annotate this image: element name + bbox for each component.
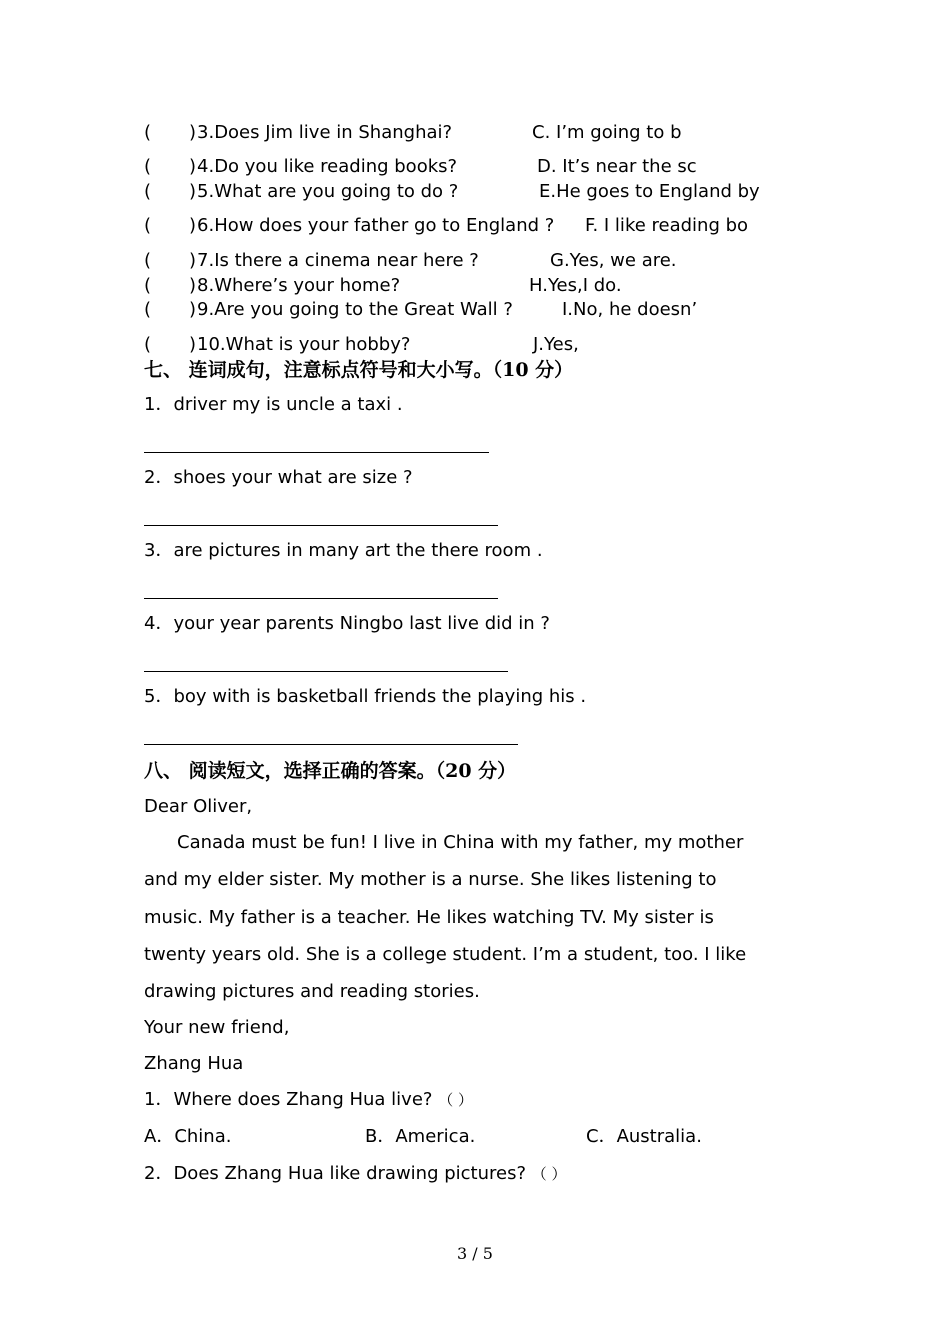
sentence-item: 5．boy with is basketball friends the playing his .: [144, 686, 587, 707]
page-number: 3 / 5: [457, 1244, 493, 1263]
answer-paren-open: (: [144, 250, 152, 271]
matching-question: 5.What are you going to do ?: [197, 181, 459, 202]
letter-body-line: drawing pictures and reading stories.: [144, 981, 480, 1002]
section-8-heading: 八、 阅读短文，选择正确的答案。（20 分）: [144, 760, 517, 782]
answer-paren-close: ): [189, 275, 197, 296]
answer-paren-close: ): [189, 181, 197, 202]
answer-paren-close: ): [189, 250, 197, 271]
letter-signature: Zhang Hua: [144, 1053, 244, 1074]
answer-paren-open: (: [144, 122, 152, 143]
letter-closing: Your new friend,: [144, 1017, 290, 1038]
answer-paren-open: (: [144, 181, 152, 202]
sentence-item: 3．are pictures in many art the there room .: [144, 540, 543, 561]
sentence-item: 4．your year parents Ningbo last live did in ?: [144, 613, 550, 634]
answer-blank-line[interactable]: [144, 671, 508, 672]
letter-greeting: Dear Oliver,: [144, 796, 253, 817]
reading-question: 2．Does Zhang Hua like drawing pictures? （ ）: [144, 1163, 567, 1184]
matching-question: 8.Where’s your home?: [197, 275, 401, 296]
matching-answer: I.No, he doesn’: [562, 299, 698, 320]
answer-paren[interactable]: （ ）: [531, 1165, 567, 1183]
answer-paren-close: ): [189, 156, 197, 177]
section-7-heading: 七、 连词成句，注意标点符号和大小写。（10 分）: [144, 359, 574, 381]
answer-blank-line[interactable]: [144, 525, 498, 526]
matching-question: 4.Do you like reading books?: [197, 156, 458, 177]
letter-body-line: Canada must be fun! I live in China with my father, my mother: [177, 832, 744, 853]
answer-paren-close: ): [189, 215, 197, 236]
answer-paren-close: ): [189, 334, 197, 355]
letter-body-line: music. My father is a teacher. He likes watching TV. My sister is: [144, 907, 714, 928]
answer-blank-line[interactable]: [144, 598, 498, 599]
option-c: C．Australia.: [586, 1126, 702, 1147]
answer-paren-open: (: [144, 156, 152, 177]
matching-answer: H.Yes,I do.: [529, 275, 622, 296]
matching-answer: E.He goes to England by: [539, 181, 760, 202]
letter-body-line: and my elder sister. My mother is a nurse. She likes listening to: [144, 869, 717, 890]
answer-paren-open: (: [144, 215, 152, 236]
matching-question: 9.Are you going to the Great Wall ?: [197, 299, 513, 320]
answer-paren[interactable]: （ ）: [438, 1091, 473, 1109]
option-a: A．China.: [144, 1126, 232, 1147]
matching-answer: J.Yes,: [533, 334, 579, 355]
matching-question: 3.Does Jim live in Shanghai?: [197, 122, 453, 143]
matching-answer: D. It’s near the sc: [537, 156, 697, 177]
answer-paren-close: ): [189, 299, 197, 320]
answer-blank-line[interactable]: [144, 452, 489, 453]
sentence-item: 2．shoes your what are size ?: [144, 467, 413, 488]
answer-paren-close: ): [189, 122, 197, 143]
answer-paren-open: (: [144, 299, 152, 320]
matching-answer: G.Yes, we are.: [550, 250, 677, 271]
matching-answer: F. I like reading bo: [585, 215, 749, 236]
sentence-item: 1．driver my is uncle a taxi .: [144, 394, 403, 415]
answer-blank-line[interactable]: [144, 744, 518, 745]
matching-question: 7.Is there a cinema near here ?: [197, 250, 479, 271]
matching-question: 6.How does your father go to England ?: [197, 215, 555, 236]
answer-paren-open: (: [144, 334, 152, 355]
matching-answer: C. I’m going to b: [532, 122, 682, 143]
matching-question: 10.What is your hobby?: [197, 334, 411, 355]
letter-body-line: twenty years old. She is a college student. I’m a student, too. I like: [144, 944, 747, 965]
answer-paren-open: (: [144, 275, 152, 296]
reading-question: 1．Where does Zhang Hua live? （ ）: [144, 1089, 473, 1110]
option-b: B．America.: [365, 1126, 476, 1147]
